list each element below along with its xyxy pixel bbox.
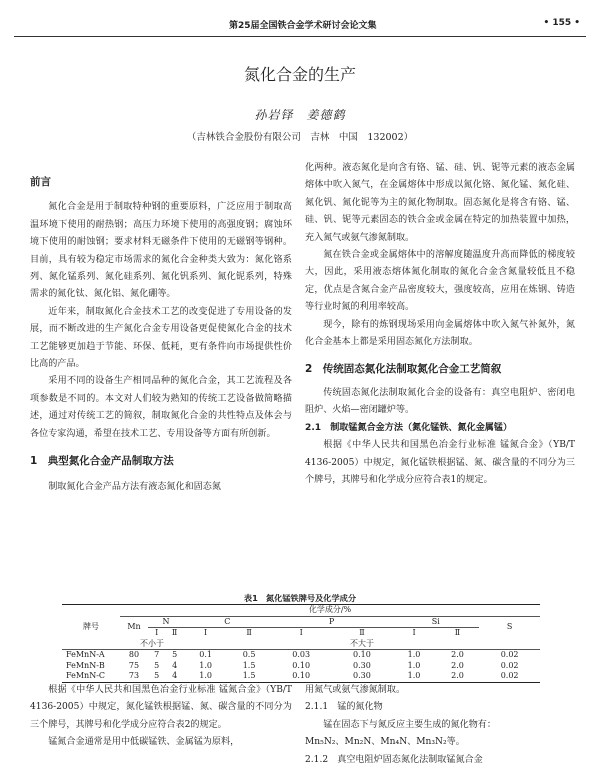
grade-sub-header: Ⅱ (454, 628, 461, 637)
table-cell: 5 (172, 650, 178, 659)
table-cell: 2.0 (451, 660, 464, 670)
mn-header: Mn (127, 622, 141, 632)
p-header: P (271, 616, 393, 628)
table-cell: 1.5 (242, 660, 256, 670)
grade-sub-header: Ⅰ (204, 628, 208, 637)
left-column-bottom (30, 682, 292, 752)
paragraph: 用氮气或氨气渗氮制取。 (305, 685, 406, 695)
table-header-row (62, 605, 540, 617)
paragraph: 现今，除有的炼钢现场采用向金属熔体中吹入氮气补氮外，氮化合金基本上都是采用固态氮化方法制取。 (305, 319, 575, 348)
right-column-top (305, 160, 575, 489)
subsection-2-1-heading: 2.1 制取锰氮合金方法（氮化锰铁、氮化金属锰） (305, 422, 513, 433)
paragraph: 根据《中华人民共和国黑色冶金行业标准 锰氮合金》（YB/T 4136-2005）中规定，氮化锰铁根据锰、氮、碳含量的不同分为三个牌号，其牌号和化学成分应符合表2的规定。 (30, 685, 292, 730)
paragraph: 近年来，制取氮化合金技术工艺的改变促进了专用设备的发展，而不断改进的生产氮化合金专用设备更促使氮化合金的技术工艺能够更加趋于节能、环保、低耗，更有条件向市场提供性价比高的产品。 (30, 306, 292, 370)
table-cell: 0.5 (242, 650, 256, 659)
table-cell: 4 (165, 671, 184, 682)
s-header: S (506, 622, 513, 632)
grade-sub-header: Ⅰ (299, 628, 303, 637)
table-cell: FeMnN-B (66, 660, 105, 670)
paragraph: 采用不同的设备生产相同品种的氮化合金，其工艺流程及各项参数是不同的。本文对人们较为熟知的传统工艺设备做简略描述，通过对传统工艺的简叙，制取氮化合金的共性特点及体会与各位专家沟通，希望在技术工艺、专用设备等方面有所创新。 (30, 376, 292, 439)
table-cell: 1.0 (392, 671, 435, 682)
min-label: 不小于 (120, 639, 184, 650)
paragraph: 氮化合金是用于制取特种钢的重要原料，广泛应用于制取高温环境下使用的耐热钢；高压力环境下使用的高强度钢；腐蚀环境下使用的耐蚀钢；要求材料无磁条件下使用的无磁钢等钢种。目前，具有较为稳定市场需求的氮化合金种类大致为：氮化铬系列、氮化锰系列、氮化硅系列、氮化钒系列、氮化铌系列，特殊需求的氮化钛、氮化铝、氮化硼等。 (30, 202, 292, 300)
table-cell: 0.30 (332, 671, 393, 682)
table-cell: 0.02 (500, 650, 519, 659)
table-title: 表1 氮化锰铁牌号及化学成分 (243, 593, 357, 603)
table-cell: 0.10 (353, 650, 371, 659)
grade-sub-header: Ⅰ (412, 628, 416, 637)
running-header (14, 14, 586, 37)
paragraph: 传统固态氮化法制取氮化合金的设备有：真空电阻炉、密闭电阻炉、火焰—密闭罐炉等。 (305, 387, 575, 416)
table-cell: 1.0 (199, 660, 212, 670)
table-cell: FeMnN-A (66, 650, 105, 659)
table-cell: 1.0 (184, 671, 227, 682)
n-header: N (148, 616, 184, 628)
max-label: 不大于 (184, 639, 540, 650)
left-column-top (30, 174, 292, 496)
paragraph: 锰氮合金通常是用中低碳锰铁、金属锰为原料， (48, 737, 240, 748)
table-cell: FeMnN-C (62, 671, 120, 682)
table-cell: 0.10 (271, 671, 332, 682)
c-header: C (184, 616, 271, 628)
paragraph: 化两种。液态氮化是向含有铬、锰、硅、钒、铌等元素的液态金属熔体中吹入氮气，在金属熔体中形成以氮化铬、氮化锰、氮化硅、氮化钒、氮化铌等为主的氮化物制取。固态氮化是将含有铬、锰、硅、钒、铌等元素固态的铁合金或金属在特定的加热装置中加热，充入氮气或氨气渗氮制取。 (305, 163, 575, 243)
table-cell: 80 (128, 650, 140, 659)
affiliation: （吉林铁合金股份有限公司 吉林 中国 132002） (186, 132, 414, 143)
table-row (62, 650, 540, 661)
table-cell: 0.10 (292, 660, 311, 670)
table-cell: 0.1 (199, 650, 212, 659)
table-cell: 73 (120, 671, 148, 682)
paragraph: 锰在固态下与氮反应主要生成的氮化物有： (323, 719, 496, 730)
chem-header: 化学成分/% (120, 605, 540, 617)
journal-title: 第25届全国铁合金学术研讨会论文集 (229, 21, 377, 31)
authors: 孙岩铎 姜德鹤 (254, 108, 346, 122)
table-cell: 1.0 (407, 650, 421, 659)
table-cell: 75 (128, 660, 140, 670)
subsection-heading: 2.1.2 真空电阻炉固态氮化法制取锰氮合金 (305, 754, 483, 765)
grade-sub-header: Ⅱ (246, 628, 252, 637)
paragraph: 根据《中华人民共和国黑色冶金行业标准 锰氮合金》（YB/T 4136-2005）中规定，氮化锰铁根据锰、氮、碳含量的不同分为三个牌号，其牌号和化学成分应符合表1的规定。 (305, 440, 575, 485)
grade-sub-header: Ⅰ (155, 628, 159, 637)
table-header-row (62, 639, 540, 650)
paragraph: 氮在铁合金或金属熔体中的溶解度随温度升高而降低的梯度较大，因此，采用液态熔体氮化制取的氮化合金含氮量较低且不稳定，优点是含氮合金产品密度较大，强度较高，应用在炼钢、铸造等行业时氮的利用率较高。 (305, 250, 575, 313)
table-cell: 2.0 (436, 671, 479, 682)
section-2-heading: 2 传统固态氮化法制取氮化合金工艺简叙 (305, 363, 502, 376)
table-cell: 7 (154, 650, 160, 659)
grade-header: 牌号 (62, 605, 120, 650)
table-row (62, 661, 540, 672)
section-1-heading: 1 典型氮化合金产品制取方法 (30, 455, 174, 468)
table-cell: 0.30 (353, 660, 371, 670)
table-cell: 1.5 (227, 671, 270, 682)
table-cell: 2.0 (451, 650, 464, 659)
table-cell: 0.02 (479, 671, 540, 682)
table-cell: 5 (148, 671, 165, 682)
table-cell: 5 (154, 660, 160, 670)
grade-sub-header: Ⅱ (171, 628, 178, 637)
si-header: Si (392, 616, 479, 628)
page-number: • 155 • (543, 18, 580, 28)
subsection-heading: 2.1.1 锰的氮化物 (305, 702, 383, 713)
table-cell: 0.03 (292, 650, 311, 659)
table-cell: 1.0 (407, 660, 421, 670)
foreword-heading: 前言 (30, 176, 51, 188)
grade-sub-header: Ⅱ (359, 628, 365, 637)
table-header-row (62, 616, 540, 628)
paragraph: 制取氮化合金产品方法有液态氮化和固态氮 (48, 481, 221, 492)
right-column-bottom (305, 682, 575, 769)
table-cell: 4 (172, 660, 178, 670)
article-title: 氮化合金的生产 (243, 65, 356, 84)
paragraph: Mn₅N₂、Mn₂N、Mn₄N、Mn₃N₂等。 (305, 737, 465, 748)
table-row (62, 671, 540, 682)
composition-table (62, 604, 540, 683)
table-cell: 0.02 (500, 660, 519, 670)
